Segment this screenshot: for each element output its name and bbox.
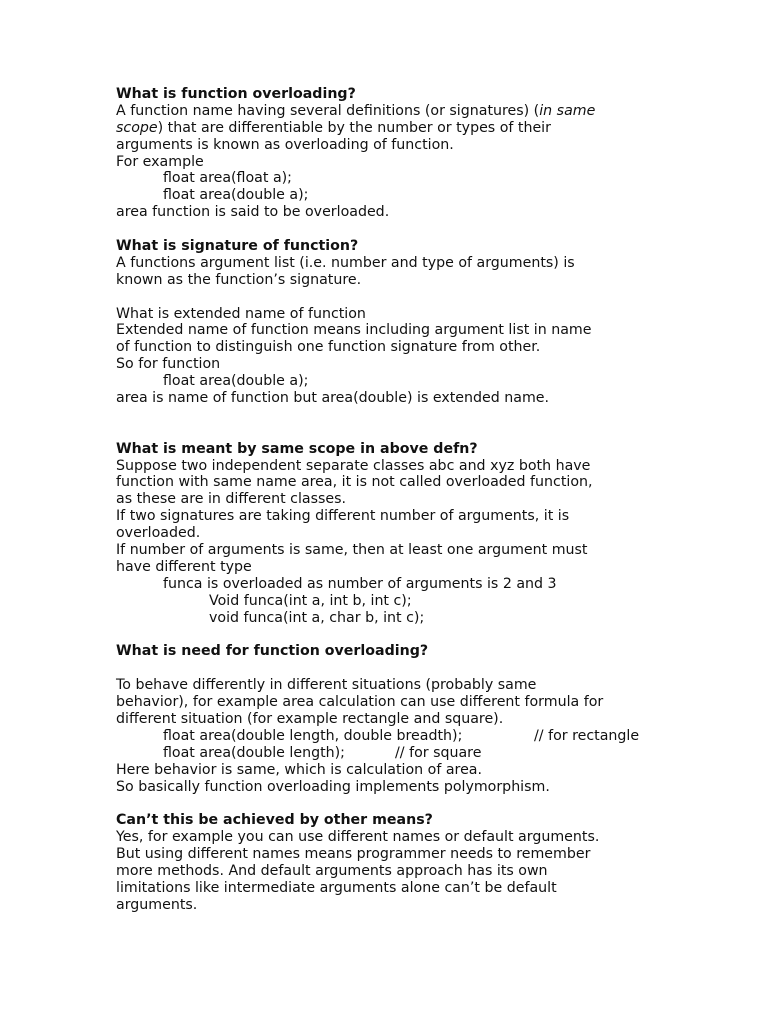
heading-need-for-overloading: What is need for function overloading? [116, 643, 429, 660]
text-span: A function name having several definitions (or signatures) ( [116, 102, 540, 119]
code-line [116, 728, 676, 745]
heading-same-scope: What is meant by same scope in above defn? [116, 440, 478, 457]
paragraph-line: If number of arguments is same, then at least one argument must [116, 542, 588, 559]
paragraph-line: arguments. [116, 896, 198, 913]
paragraph-line: different situation (for example rectangle and square). [116, 710, 504, 727]
paragraph-line: Yes, for example you can use different names or default arguments. [116, 829, 600, 846]
code-text: float area(double length, double breadth); [163, 727, 463, 744]
blank-line [116, 221, 676, 238]
paragraph-line: have different type [116, 558, 252, 575]
blank-line [116, 660, 676, 677]
paragraph-line: But using different names means programmer needs to remember [116, 846, 591, 863]
code-comment: // for rectangle [534, 727, 640, 744]
blank-line [116, 627, 676, 644]
paragraph-line: Here behavior is same, which is calculation of area. [116, 761, 482, 778]
code-text: float area(double length); [163, 744, 345, 761]
heading-function-overloading: What is function overloading? [116, 86, 356, 102]
paragraph-line: For example [116, 153, 204, 170]
heading-other-means: Can’t this be achieved by other means? [116, 812, 433, 829]
paragraph-line: overloaded. [116, 525, 201, 542]
heading-signature: What is signature of function? [116, 238, 359, 255]
code-line: float area(double a); [163, 187, 309, 204]
paragraph-line: area is name of function but area(double) is extended name. [116, 390, 550, 407]
code-line [116, 745, 676, 762]
paragraph-line: known as the function’s signature. [116, 271, 362, 288]
paragraph-line: as these are in different classes. [116, 491, 347, 508]
paragraph-line: area function is said to be overloaded. [116, 204, 390, 221]
paragraph-line: If two signatures are taking different number of arguments, it is [116, 508, 570, 525]
code-line: float area(float a); [163, 170, 292, 187]
code-line: float area(double a); [163, 373, 309, 390]
paragraph-line: behavior), for example area calculation can use different formula for [116, 694, 604, 711]
paragraph-line: function with same name area, it is not called overloaded function, [116, 474, 593, 491]
paragraph-line: Extended name of function means including argument list in name [116, 322, 592, 339]
code-comment: // for square [395, 744, 482, 761]
text-span: ) that are differentiable by the number or types of their [157, 119, 551, 136]
blank-line [116, 407, 676, 424]
indented-line: funca is overloaded as number of arguments is 2 and 3 [163, 575, 557, 592]
paragraph-line: So basically function overloading implements polymorphism. [116, 778, 550, 795]
paragraph-line [116, 103, 676, 120]
blank-line [116, 424, 676, 441]
code-line: void funca(int a, char b, int c); [209, 609, 425, 626]
paragraph-line: of function to distinguish one function signature from other. [116, 339, 541, 356]
paragraph-line: arguments is known as overloading of function. [116, 136, 454, 153]
paragraph-line: more methods. And default arguments approach has its own [116, 862, 548, 879]
paragraph-line: Suppose two independent separate classes abc and xyz both have [116, 457, 591, 474]
paragraph-line [116, 120, 676, 137]
paragraph-line: A functions argument list (i.e. number and type of arguments) is [116, 254, 575, 271]
italic-text: scope [116, 119, 158, 136]
italic-text: in same [539, 102, 596, 119]
paragraph-line: So for function [116, 356, 221, 373]
document-page [116, 86, 676, 914]
paragraph-line: To behave differently in different situations (probably same [116, 677, 537, 694]
blank-line [116, 289, 676, 306]
heading-extended-name: What is extended name of function [116, 305, 366, 322]
code-line: Void funca(int a, int b, int c); [209, 592, 412, 609]
paragraph-line: limitations like intermediate arguments alone can’t be default [116, 879, 557, 896]
blank-line [116, 795, 676, 812]
